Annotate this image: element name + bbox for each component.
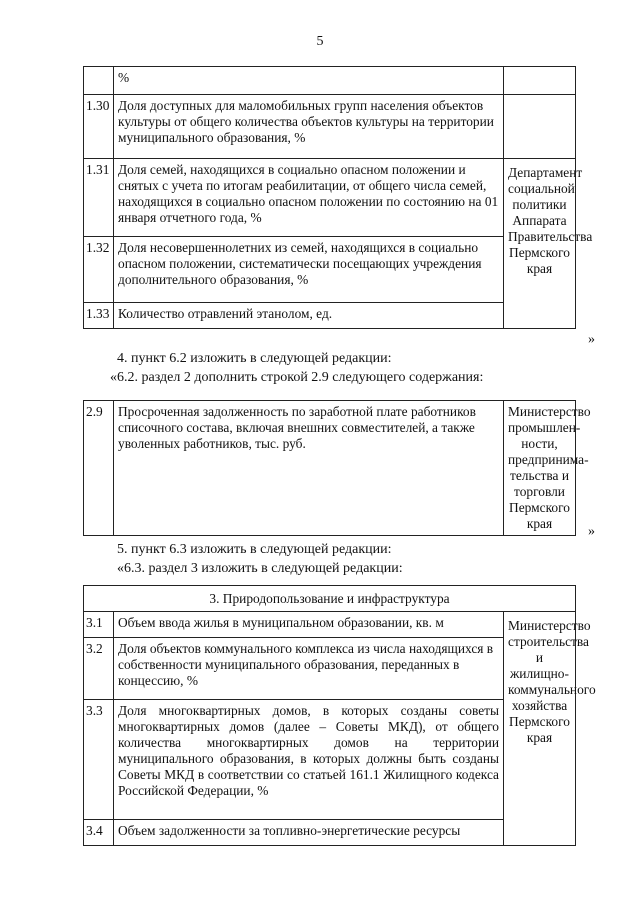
department-cell-empty [504, 67, 576, 95]
row-number: 2.9 [84, 401, 114, 536]
row-text: Доля многоквартирных домов, в которых созданы советы многоквартирных домов (далее – Советы МКД), от общего количества многоквартирных домов на территории муниципального образования, в которых должны быть созданы Советы МКД в соответствии со статьей 161.1 Жилищного кодекса Российской Федерации, % [114, 700, 504, 820]
table-row [84, 638, 576, 700]
row-text: % [114, 67, 504, 95]
table-row [84, 159, 576, 237]
indicators-table-1 [83, 66, 593, 329]
row-number: 3.1 [84, 612, 114, 638]
row-text: Просроченная задолженность по заработной плате работников списочного состава, включая внешних совместителей, а также уволенных работников, тыс. руб. [114, 401, 504, 536]
table-row [84, 700, 576, 820]
row-number: 1.32 [84, 237, 114, 303]
row-number: 3.3 [84, 700, 114, 820]
row-text: Количество отравлений этанолом, ед. [114, 303, 504, 329]
section-header-row [84, 586, 576, 612]
table-row [84, 95, 576, 159]
table-row [84, 612, 576, 638]
department-cell-empty [504, 95, 576, 159]
row-number [84, 67, 114, 95]
paragraph-item-4: 4. пункт 6.2 изложить в следующей редакции: [117, 351, 392, 366]
section-header: 3. Природопользование и инфраструктура [84, 586, 576, 612]
closing-quote: » [588, 332, 595, 347]
table-row [84, 67, 576, 95]
paragraph-item-4-sub: «6.2. раздел 2 дополнить строкой 2.9 следующего содержания: [110, 370, 484, 385]
paragraph-item-5-sub: «6.3. раздел 3 изложить в следующей редакции: [117, 561, 403, 576]
paragraph-item-5: 5. пункт 6.3 изложить в следующей редакции: [117, 542, 392, 557]
row-number: 3.4 [84, 820, 114, 846]
row-text: Доля семей, находящихся в социально опасном положении и снятых с учета по итогам реабилитации, от общего числа семей, находящихся в социально опасном положении по состоянию на 01 января отчетного года, % [114, 159, 504, 237]
department-name: Министерство промышлен-ности, предпринима-тельства и торговли Пермского края [504, 401, 576, 536]
row-text: Объем задолженности за топливно-энергетические ресурсы [114, 820, 504, 846]
table-row [84, 303, 576, 329]
row-number: 1.31 [84, 159, 114, 237]
row-text: Доля доступных для маломобильных групп населения объектов культуры от общего количества объектов культуры на территории муниципального образования, % [114, 95, 504, 159]
table-row [84, 401, 576, 536]
table-row [84, 237, 576, 303]
department-name: Министерство строительства и жилищно-коммунального хозяйства Пермского края [504, 612, 576, 846]
row-text: Доля несовершеннолетних из семей, находящихся в социально опасном положении, систематически посещающих учреждения дополнительного образования, % [114, 237, 504, 303]
table-row [84, 820, 576, 846]
indicators-table-3 [83, 585, 596, 846]
indicators-table-2 [83, 400, 591, 536]
page-number: 5 [316, 34, 324, 49]
row-number: 1.33 [84, 303, 114, 329]
row-text: Доля объектов коммунального комплекса из числа находящихся в собственности муниципального образования, переданных в концессию, % [114, 638, 504, 700]
row-number: 1.30 [84, 95, 114, 159]
row-text: Объем ввода жилья в муниципальном образовании, кв. м [114, 612, 504, 638]
row-number: 3.2 [84, 638, 114, 700]
closing-quote: » [588, 524, 595, 539]
department-name: Департамент социальной политики Аппарата Правительства Пермского края [504, 159, 576, 329]
